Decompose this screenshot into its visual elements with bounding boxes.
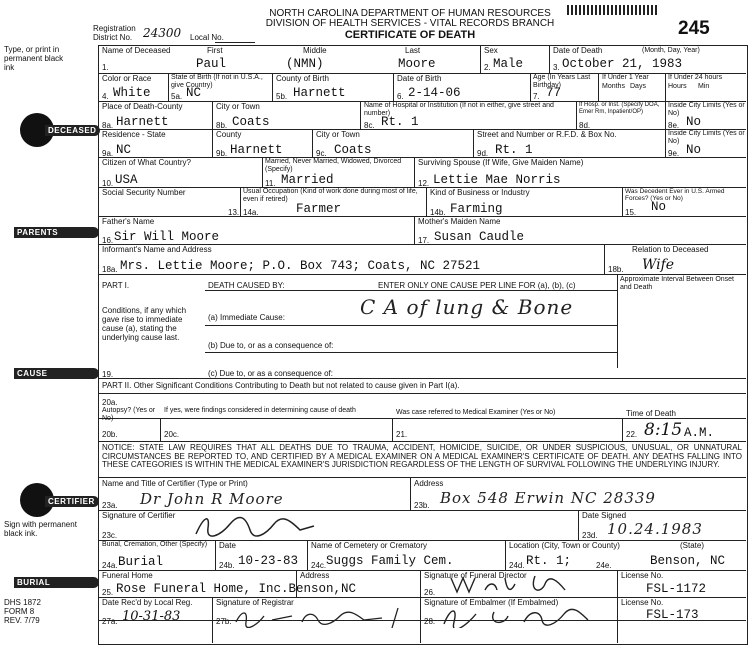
medical-examiner-label: Was case referred to Medical Examiner (Yes or No) xyxy=(396,409,556,416)
notice-text: NOTICE: STATE LAW REQUIRES THAT ALL DEATHS DUE TO TRAUMA, ACCIDENT, HOMICIDE, SUICIDE, OR UNDER SUSPICIOUS, UNUSUAL, OR UNNATURAL CIRCUMSTANCES BE REPORTED TO, AND CERTIFIED BY A MEDICAL EXAMINER ON A MEDICAL EXAMINER'S CERTIFICATE OF DEATH. ANY DEATHS FALLING INTO THESE CATEGORIES IS WITHIN THE MEDICAL EXAMINER'S JURISDICTION REGARDLESS OF THE LENGTH OF SURVIVAL FOLLOWING THE UNDERLYING INJURY. xyxy=(102,443,742,469)
approx-interval-label: Approximate Interval Between Onset and Death xyxy=(620,276,735,291)
date-signed-handwritten: 10.24.1983 xyxy=(607,520,703,538)
state-birth-label: State of Birth (If not in U.S.A., give Country) xyxy=(171,74,263,89)
field-number: 5a. xyxy=(171,92,183,101)
field-number: 8a. xyxy=(102,121,114,130)
city-town-label: City or Town xyxy=(216,102,260,111)
first-name-value: Paul xyxy=(196,57,227,71)
inside-limits-value: No xyxy=(686,115,702,129)
part1-label: PART I. xyxy=(102,281,130,290)
certifier-label: Name and Title of Certifier (Type or Print) xyxy=(102,479,248,488)
field-number: 26. xyxy=(424,588,436,597)
res-state-value: NC xyxy=(116,143,132,157)
state-label: (State) xyxy=(680,541,705,550)
first-label: First xyxy=(207,46,223,55)
location-label: Location (City, Town or County) xyxy=(509,541,620,550)
under-24-label: If Under 24 hours xyxy=(668,74,723,81)
hospital-label: Name of Hospital or Institution (If not in either, give street and number) xyxy=(364,102,554,117)
field-number: 5b. xyxy=(276,92,288,101)
field-number: 14a. xyxy=(243,208,259,217)
director-signature-image xyxy=(445,572,595,596)
occupation-label: Usual Occupation (Kind of work done during most of life, even if retired) xyxy=(243,188,418,203)
embalmer-signature-image xyxy=(438,604,608,628)
father-label: Father's Name xyxy=(102,217,155,226)
district-number: 24300 xyxy=(143,26,182,40)
industry-label: Kind of Business or Industry xyxy=(430,188,530,197)
one-cause-label: ENTER ONLY ONE CAUSE PER LINE FOR (a), (b), (c) xyxy=(378,281,576,290)
certificate-title: CERTIFICATE OF DEATH xyxy=(344,29,476,41)
res-county-value: Harnett xyxy=(230,143,283,157)
certifier-address-handwritten: Box 548 Erwin NC 28339 xyxy=(440,489,656,507)
local-label: Local No. xyxy=(190,33,224,42)
form-info: DHS 1872 FORM 8 REV. 7/79 xyxy=(4,598,41,625)
certifier-address-label: Address xyxy=(414,479,444,488)
state-value: Benson, NC xyxy=(650,554,726,568)
mdy-label: (Month, Day, Year) xyxy=(642,47,700,54)
due-b-label: (b) Due to, or as a consequence of: xyxy=(208,341,334,350)
field-number: 9a. xyxy=(102,149,114,158)
funeral-home-label: Funeral Home xyxy=(102,571,153,580)
field-number: 27a. xyxy=(102,617,118,626)
field-number: 8b. xyxy=(216,121,228,130)
registrar-signature-image xyxy=(232,606,412,628)
director-signature-label: Signature of Funeral Director xyxy=(424,571,527,580)
field-number: 24e. xyxy=(596,561,612,570)
license2-label: License No. xyxy=(621,598,664,607)
field-number: 18a. xyxy=(102,265,118,274)
field-number: 24d. xyxy=(509,561,525,570)
middle-name-value: (NMN) xyxy=(286,57,324,71)
spouse-value: Lettie Mae Norris xyxy=(433,173,561,187)
field-number: 20c. xyxy=(164,430,180,439)
field-number: 8c. xyxy=(364,121,375,130)
time-death-label: Time of Death xyxy=(626,409,676,418)
findings-label: If yes, were findings considered in determining cause of death xyxy=(164,407,356,414)
time-death-value: 8:15 xyxy=(644,420,683,440)
color-value: White xyxy=(113,86,151,100)
county-birth-label: County of Birth xyxy=(276,74,329,83)
certifier-signature-image xyxy=(190,512,320,540)
informant-label: Informant's Name and Address xyxy=(102,245,212,254)
field-number: 7. xyxy=(533,92,540,101)
am-value: A.M. xyxy=(684,426,715,440)
registration-label: Registration xyxy=(93,24,136,33)
spouse-label: Surviving Spouse (If Wife, Give Maiden Name) xyxy=(418,158,584,167)
autopsy-label: Autopsy? (Yes or No) xyxy=(102,407,156,422)
date-received-label: Date Rec'd by Local Reg. xyxy=(102,598,193,607)
place-county-value: Harnett xyxy=(116,115,169,129)
mother-value: Susan Caudle xyxy=(434,230,525,244)
armed-forces-value: No xyxy=(651,200,667,214)
field-number: 8e. xyxy=(668,121,680,130)
occupation-value: Farmer xyxy=(296,202,342,216)
field-number: 4. xyxy=(102,92,109,101)
field-number: 13. xyxy=(228,208,240,217)
dob-value: 2-14-06 xyxy=(408,86,461,100)
inside-limits-label: Inside City Limits (Yes or No) xyxy=(668,102,745,117)
last-label: Last xyxy=(405,46,421,55)
director-license-value: FSL-1172 xyxy=(646,582,707,596)
field-number: 19. xyxy=(102,370,114,379)
funeral-home-value: Rose Funeral Home, Inc.Benson,NC xyxy=(116,582,357,596)
form-number: 245 xyxy=(678,18,710,39)
tab-burial: BURIAL xyxy=(14,577,99,588)
field-number: 9d. xyxy=(477,149,489,158)
county-label: County xyxy=(216,130,242,139)
field-number: 27b. xyxy=(216,617,232,626)
field-number: 23d. xyxy=(582,531,598,540)
middle-label: Middle xyxy=(303,46,327,55)
field-number: 1. xyxy=(102,63,109,72)
cemetery-value: Suggs Family Cem. xyxy=(326,554,454,568)
hosp-type-label: If Hosp. or Inst. (Specify DOA, Emer Rm, Inpatient/OP) xyxy=(579,102,660,115)
burial-date-value: 10-23-83 xyxy=(238,554,299,568)
due-c-label: (c) Due to, or as a consequence of: xyxy=(208,369,333,378)
marital-label: Married, Never Married, Widowed, Divorced (Specify) xyxy=(265,158,402,173)
under-1-year-label: If Under 1 Year xyxy=(602,74,649,81)
armed-forces-label: Was Decedent Ever in U.S. Armed Forces? (Yes or No) xyxy=(625,188,725,202)
embalmer-license-value: FSL-173 xyxy=(646,608,699,622)
location-value: Rt. 1; xyxy=(526,554,572,568)
relation-value: Wife xyxy=(642,257,675,273)
min-label: Min xyxy=(698,83,710,90)
father-value: Sir Will Moore xyxy=(114,230,220,244)
res-limits-value: No xyxy=(686,143,702,157)
fh-address-label: Address xyxy=(300,571,330,580)
burial-date-label: Date xyxy=(219,541,236,550)
field-number: 23a. xyxy=(102,501,118,510)
sign-note: Sign with permanent black ink. xyxy=(4,520,77,538)
field-number: 12. xyxy=(418,179,430,188)
print-instruction: Type, or print in permanent black ink xyxy=(4,45,64,72)
field-number: 2. xyxy=(484,63,491,72)
field-number: 10. xyxy=(102,179,114,188)
dept-name: NORTH CAROLINA DEPARTMENT OF HUMAN RESOURCES xyxy=(269,8,551,19)
field-number: 16. xyxy=(102,236,114,245)
citizen-label: Citizen of What Country? xyxy=(102,158,191,167)
sex-value: Male xyxy=(493,57,524,71)
relation-label: Relation to Deceased xyxy=(632,245,709,254)
certifier-signature-label: Signature of Certifier xyxy=(102,511,176,520)
division-name: DIVISION OF HEALTH SERVICES - VITAL RECORDS BRANCH xyxy=(265,18,555,29)
field-number: 23b. xyxy=(414,501,430,510)
field-number: 21. xyxy=(396,430,408,439)
place-city-value: Coats xyxy=(232,115,270,129)
tab-certifier: CERTIFIER xyxy=(45,496,99,507)
months-label: Months xyxy=(602,83,625,90)
industry-value: Farming xyxy=(450,202,503,216)
field-number: 9b. xyxy=(216,149,228,158)
tab-deceased: DECEASED xyxy=(45,125,100,136)
cemetery-label: Name of Cemetery or Crematory xyxy=(311,541,428,550)
citizen-value: USA xyxy=(115,173,138,187)
date-received-value: 10-31-83 xyxy=(122,609,181,624)
field-number: 9e. xyxy=(668,149,680,158)
marital-value: Married xyxy=(281,173,334,187)
res-city-value: Coats xyxy=(334,143,372,157)
field-number: 20b. xyxy=(102,430,118,439)
cause-handwritten: C A of lung & Bone xyxy=(360,295,574,319)
hours-label: Hours xyxy=(668,83,687,90)
caused-by-label: DEATH CAUSED BY: xyxy=(208,281,285,290)
certifier-name-handwritten: Dr John R Moore xyxy=(140,490,284,508)
county-birth-value: Harnett xyxy=(293,86,346,100)
field-number: 28. xyxy=(424,617,436,626)
date-signed-label: Date Signed xyxy=(582,511,627,520)
stamp-strip xyxy=(567,5,657,15)
informant-value: Mrs. Lettie Moore; P.O. Box 743; Coats, NC 27521 xyxy=(120,259,481,273)
age-label: Age (In Years Last Birthday) xyxy=(533,74,591,89)
tab-cause: CAUSE xyxy=(14,368,99,379)
res-limits-label: Inside City Limits (Yes or No) xyxy=(668,130,745,145)
age-value: 77 xyxy=(546,86,562,100)
street-value: Rt. 1 xyxy=(495,143,533,157)
field-number: 18b. xyxy=(608,265,624,274)
field-number: 24b. xyxy=(219,561,235,570)
immediate-cause-label: (a) Immediate Cause: xyxy=(208,313,285,322)
field-number: 22. xyxy=(626,430,638,439)
field-number: 3. xyxy=(553,63,560,72)
mother-label: Mother's Maiden Name xyxy=(418,217,501,226)
date-death-label: Date of Death xyxy=(553,46,603,55)
field-number: 20a. xyxy=(102,398,118,407)
hospital-value: Rt. 1 xyxy=(381,115,419,129)
ssn-label: Social Security Number xyxy=(102,188,186,197)
state-birth-value: NC xyxy=(186,86,202,100)
days-label: Days xyxy=(630,83,646,90)
license-label: License No. xyxy=(621,571,664,580)
conditions-label: Conditions, if any which gave rise to immediate cause (a), stating the underlying cause last. xyxy=(102,306,187,342)
street-label: Street and Number or R.F.D. & Box No. xyxy=(477,130,617,139)
date-death-value: October 21, 1983 xyxy=(562,57,683,71)
tab-parents: PARENTS xyxy=(14,227,99,238)
burial-label: Burial, Cremation, Other (Specify) xyxy=(102,541,208,548)
field-number: 8d. xyxy=(579,121,591,130)
residence-label: Residence - State xyxy=(102,130,166,139)
res-city-label: City or Town xyxy=(316,130,360,139)
field-number: 24c. xyxy=(311,561,327,570)
field-number: 25. xyxy=(102,588,114,597)
field-number: 23c. xyxy=(102,531,118,540)
field-number: 15. xyxy=(625,208,637,217)
field-number: 14b. xyxy=(430,208,446,217)
last-name-value: Moore xyxy=(398,57,436,71)
field-number: 24a. xyxy=(102,561,118,570)
name-label: Name of Deceased xyxy=(102,46,171,55)
embalmer-signature-label: Signature of Embalmer (If Embalmed) xyxy=(424,598,559,607)
sex-label: Sex xyxy=(484,46,498,55)
district-label: District No. xyxy=(93,33,133,42)
dob-label: Date of Birth xyxy=(397,74,442,83)
part2-label: PART II. Other Significant Conditions Contributing to Death but not related to cause given in Part I(a). xyxy=(102,381,460,390)
color-race-label: Color or Race xyxy=(102,74,152,83)
burial-value: Burial xyxy=(118,555,164,569)
field-number: 17. xyxy=(418,236,430,245)
field-number: 9c. xyxy=(316,149,327,158)
field-number: 6. xyxy=(397,92,404,101)
field-number: 11. xyxy=(265,179,276,188)
place-death-label: Place of Death-County xyxy=(102,102,183,111)
registrar-signature-label: Signature of Registrar xyxy=(216,598,294,607)
